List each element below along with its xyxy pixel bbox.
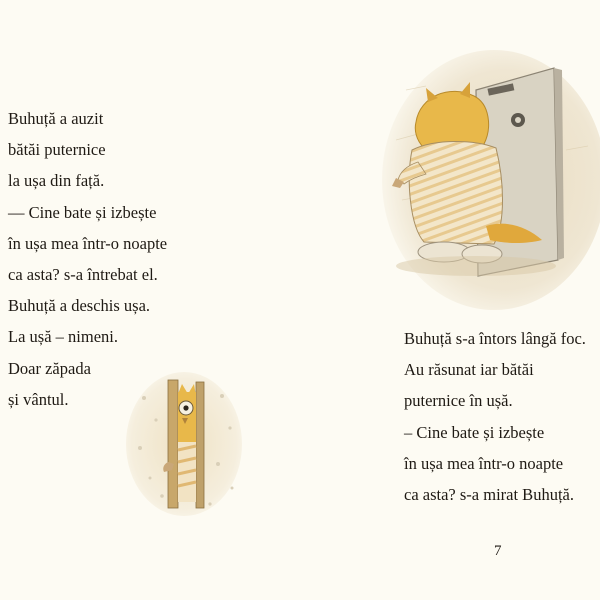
text-line: Buhuță s-a întors lângă foc. [404, 329, 586, 348]
text-line: – Cine bate și izbește [404, 422, 545, 442]
owl-peeking-drawing [122, 368, 252, 518]
text-line: Buhuță a deschis ușa. [8, 296, 151, 316]
owl-peeking-illustration [122, 368, 252, 518]
text-line: și vântul. [8, 389, 69, 409]
text-line: Au răsunat iar bătăi [404, 360, 534, 380]
owl-at-door-drawing [366, 30, 600, 310]
text-line: La ușă – nimeni. [8, 327, 118, 347]
text-line: la ușa din față. [8, 171, 105, 191]
owl-at-door-illustration [366, 30, 600, 310]
text-line: Buhuță a auzit [8, 109, 104, 128]
text-line: în ușa mea într-o noapte [8, 233, 168, 253]
text-line: bătăi puternice [8, 140, 106, 160]
text-line: în ușa mea într-o noapte [404, 453, 564, 473]
right-text-block [404, 323, 586, 510]
page-number: 7 [494, 543, 502, 559]
text-line: ca asta? s-a întrebat el. [8, 265, 158, 285]
text-line: — Cine bate și izbește [8, 202, 157, 222]
text-line: ca asta? s-a mirat Buhuță. [404, 485, 574, 505]
text-line: puternice în ușă. [404, 391, 513, 411]
text-line: Doar zăpada [8, 358, 91, 378]
